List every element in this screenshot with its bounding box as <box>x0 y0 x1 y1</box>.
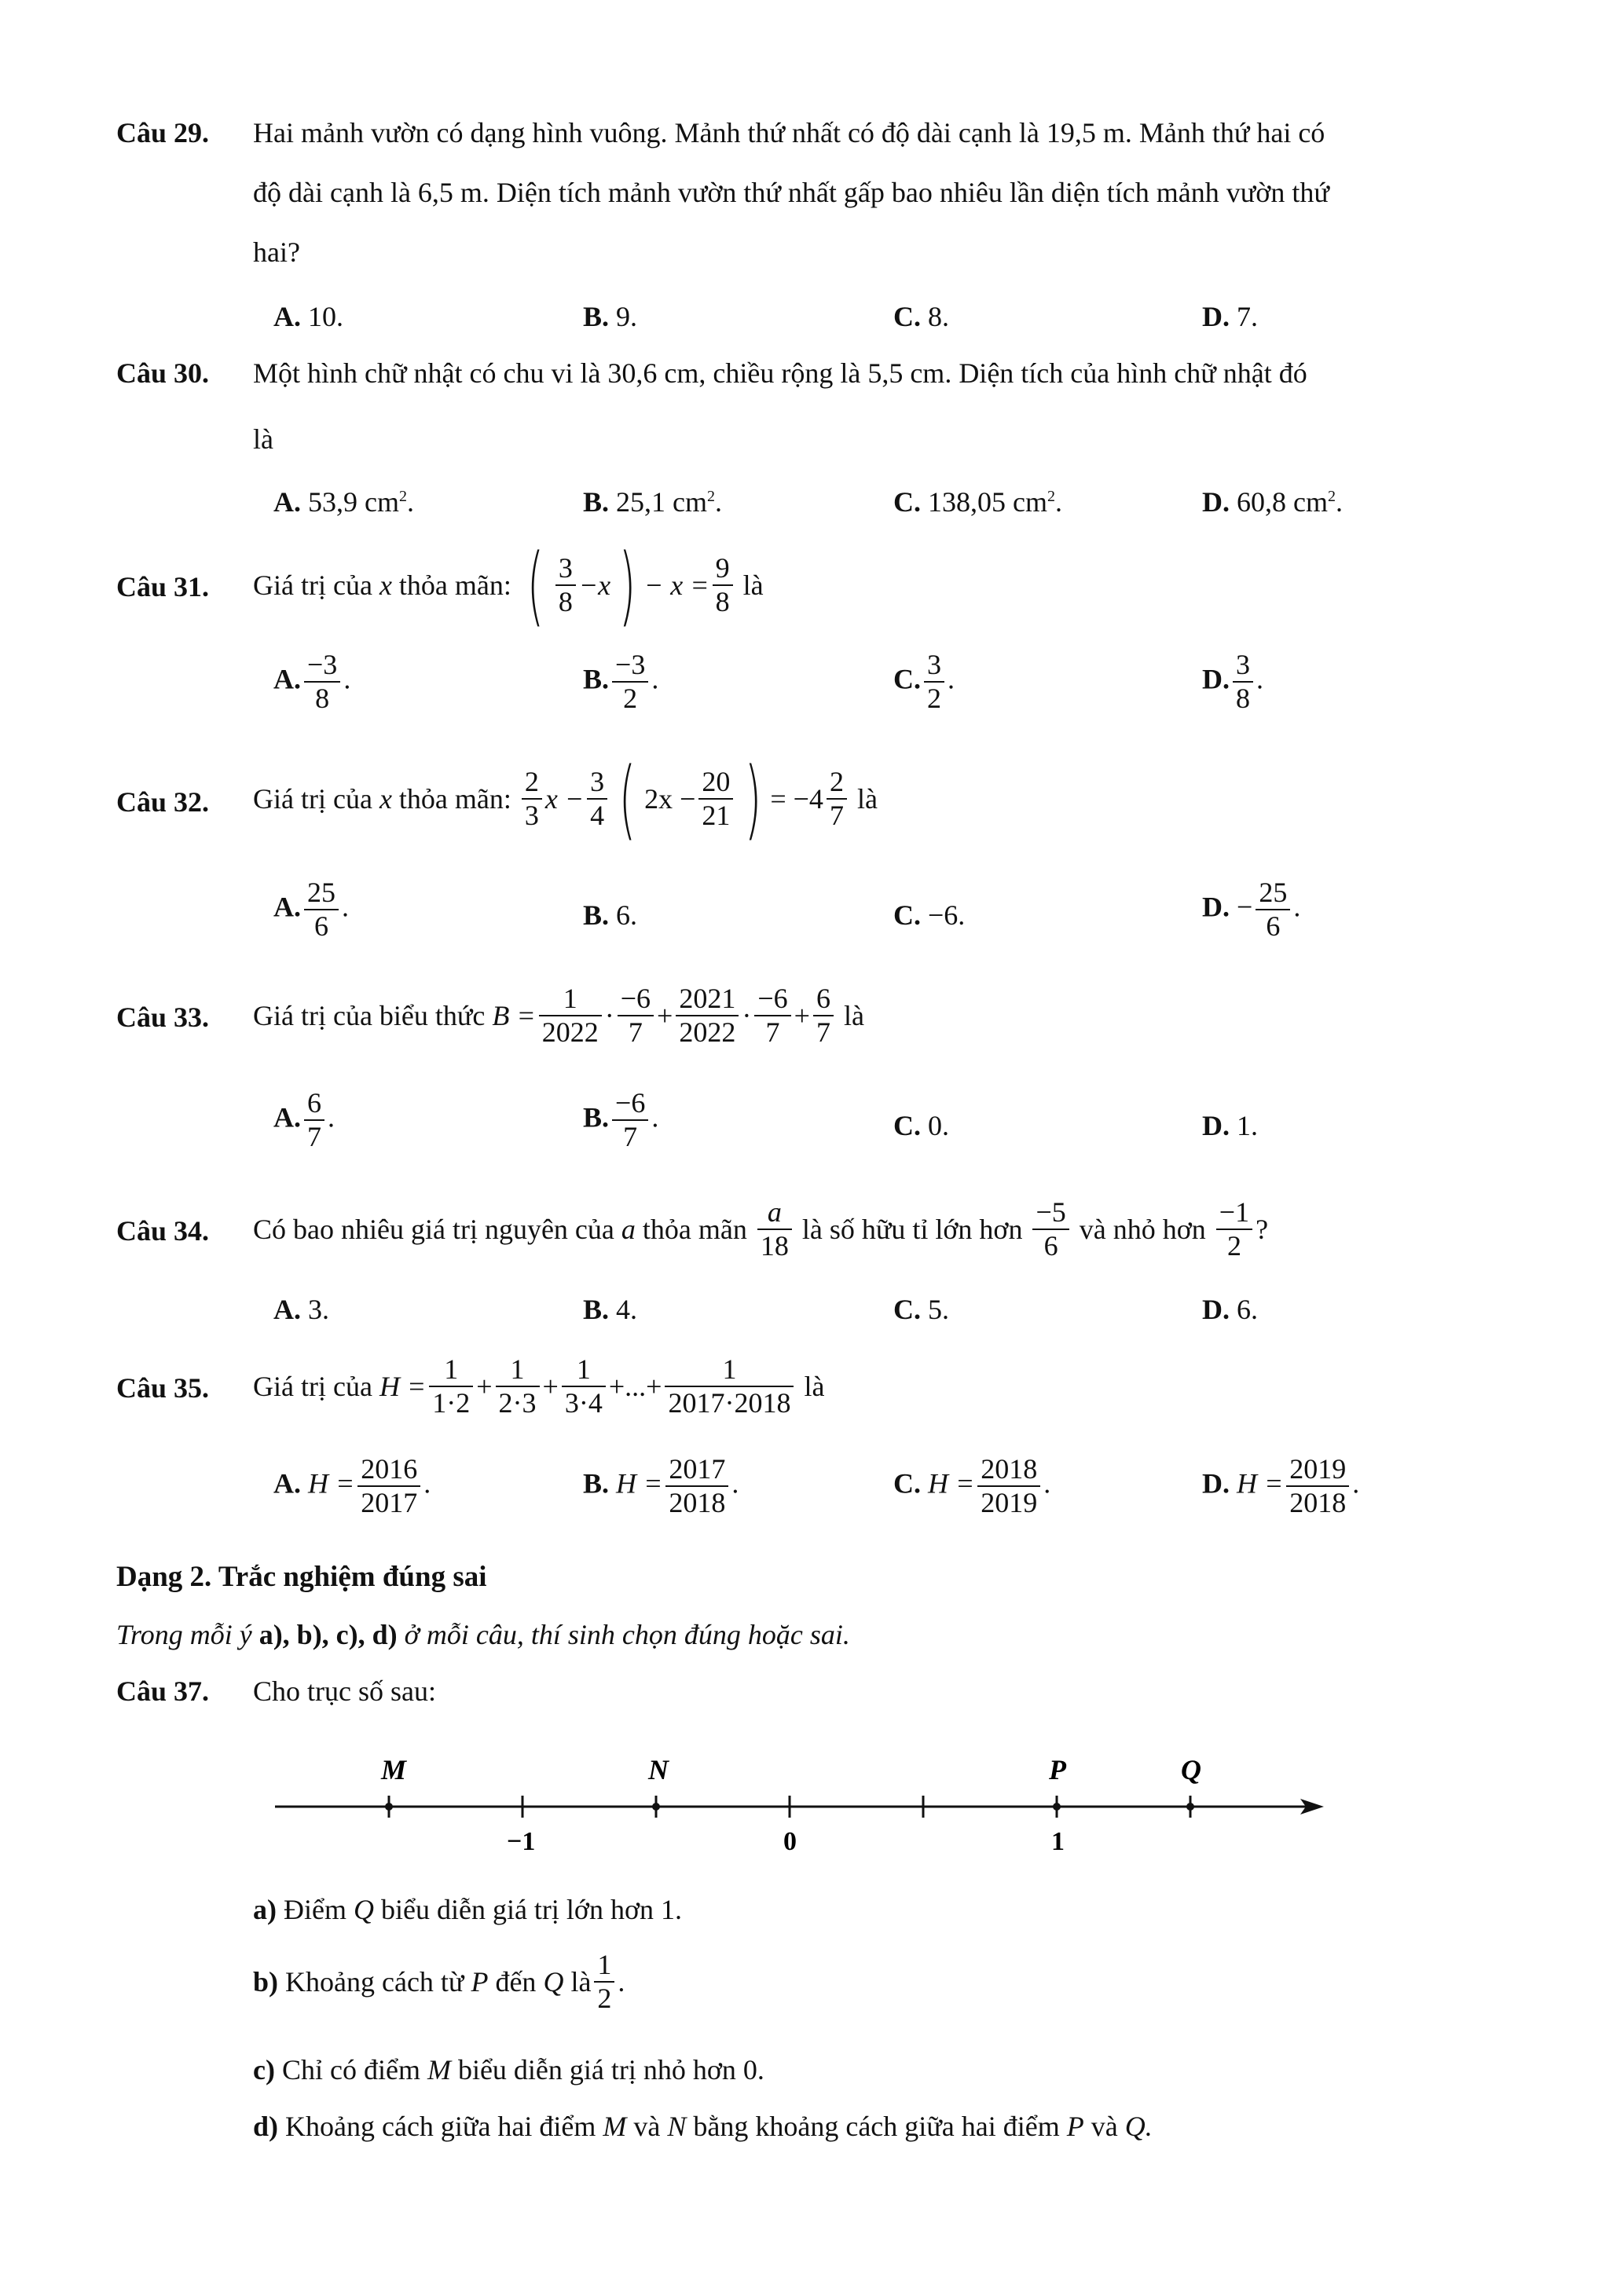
q35-number: Câu 35. <box>116 1372 210 1404</box>
q37-statement-b: b) Khoảng cách từ P đến Q là $\frac{1}{2}$ . <box>253 1948 625 2014</box>
q29-line1: Hai mảnh vườn có dạng hình vuông. Mảnh thứ nhất có độ dài cạnh là 19,5 m. Mảnh thứ hai có <box>253 117 1325 148</box>
point-M <box>385 1796 393 1818</box>
q35-option-c: C. H = $\frac{2018}{2019}$ . <box>893 1453 1051 1519</box>
q32-option-d: D. − $\frac{25}{6}$ . <box>1202 877 1301 943</box>
tick-label-1: 1 <box>1051 1827 1065 1856</box>
q29-option-d: D. 7. <box>1202 301 1258 332</box>
q33-number: Câu 33. <box>116 1002 210 1033</box>
q34-option-a: A. 3. <box>273 1294 329 1325</box>
label-M: M <box>381 1754 407 1785</box>
q32-option-c: C. −6. <box>893 899 966 931</box>
label-N: N <box>648 1754 669 1785</box>
q35-option-b: B. H = $\frac{2017}{2018}$ . <box>583 1453 739 1519</box>
q37-statement-d: d) Khoảng cách giữa hai điểm M và N bằng khoảng cách giữa hai điểm P và Q. <box>253 2111 1153 2142</box>
q30-line2: là <box>253 423 273 455</box>
label-Q: Q <box>1181 1754 1201 1785</box>
q37-text: Cho trục số sau: <box>253 1675 436 1707</box>
q34-option-c: C. 5. <box>893 1294 949 1325</box>
q31-statement: Giá trị của x thỏa mãn: ( $\frac{3}{8}$ −x ) − x = $\frac{9}{8}$ là <box>253 535 764 635</box>
q31-option-a: A. $\frac{-3}{8}$ . <box>273 649 351 715</box>
q29-option-b: B. 9. <box>583 301 638 332</box>
point-Q <box>1186 1796 1194 1818</box>
q37-statement-a: a) Điểm Q biểu diễn giá trị lớn hơn 1. <box>253 1894 682 1925</box>
q32-option-b: B. 6. <box>583 899 638 931</box>
q31-option-d: D. $\frac{3}{8}$ . <box>1202 649 1263 715</box>
q32-number: Câu 32. <box>116 786 210 818</box>
tick-label-0: 0 <box>783 1827 797 1856</box>
q30-line1: Một hình chữ nhật có chu vi là 30,6 cm, chiều rộng là 5,5 cm. Diện tích của hình chữ nhật đó <box>253 357 1307 389</box>
q29-number: Câu 29. <box>116 117 210 148</box>
point-N <box>652 1796 660 1818</box>
q30-option-b: B. 25,1 $cm^2$. <box>583 486 722 518</box>
tick-label-neg1: −1 <box>507 1827 536 1856</box>
q29-line3: hai? <box>253 236 300 268</box>
q33-option-d: D. 1. <box>1202 1110 1258 1141</box>
q33-statement: Giá trị của biểu thức B = $\frac{1}{2022}$ · $\frac{-6}{7}$ + $\frac{2021}{2022}$ · $\frac{-6}{7}$ + $\frac{6}{7}$ là <box>253 982 864 1048</box>
section-instructions: Trong mỗi ý a), b), c), d) ở mỗi câu, thí sinh chọn đúng hoặc sai. <box>116 1619 850 1650</box>
q33-option-c: C. 0. <box>893 1110 949 1141</box>
q31-option-c: C. $\frac{3}{2}$ . <box>893 649 955 715</box>
q29-option-c: C. 8. <box>893 301 949 332</box>
q31-number: Câu 31. <box>116 571 210 602</box>
q30-option-d: D. 60,8 $cm^2$. <box>1202 486 1343 518</box>
q29-option-a: A. 10. <box>273 301 343 332</box>
q30-option-a: A. 53,9 $cm^2$. <box>273 486 414 518</box>
q37-statement-c: c) Chỉ có điểm M biểu diễn giá trị nhỏ hơn 0. <box>253 2054 764 2085</box>
q30-number: Câu 30. <box>116 357 210 389</box>
q32-option-a: A. $\frac{25}{6}$ . <box>273 877 349 943</box>
q33-option-a: A. $\frac{6}{7}$ . <box>273 1087 335 1153</box>
q34-option-d: D. 6. <box>1202 1294 1258 1325</box>
q32-statement: Giá trị của x thỏa mãn: $\frac{2}{3}$ x − $\frac{3}{4}$ ( 2x − $\frac{20}{21}$ ) = −4 $\frac{2}{7}$ là <box>253 749 878 849</box>
q31-option-b: B. $\frac{-3}{2}$ . <box>583 649 659 715</box>
q34-option-b: B. 4. <box>583 1294 638 1325</box>
point-P <box>1053 1796 1061 1818</box>
q35-option-a: A. H = $\frac{2016}{2017}$ . <box>273 1453 431 1519</box>
section-title: Dạng 2. Trắc nghiệm đúng sai <box>116 1561 487 1593</box>
q29-line2: độ dài cạnh là 6,5 m. Diện tích mảnh vườn thứ nhất gấp bao nhiêu lần diện tích mảnh vườn thứ <box>253 177 1329 208</box>
label-P: P <box>1049 1754 1066 1785</box>
q37-number: Câu 37. <box>116 1675 210 1707</box>
q30-option-c: C. 138,05 $cm^2$. <box>893 486 1062 518</box>
q33-option-b: B. $\frac{-6}{7}$ . <box>583 1087 659 1153</box>
q34-number: Câu 34. <box>116 1215 210 1247</box>
number-line <box>267 1744 1367 1862</box>
q35-option-d: D. H = $\frac{2019}{2018}$ . <box>1202 1453 1360 1519</box>
q34-statement: Có bao nhiêu giá trị nguyên của a thỏa mãn $\frac{a}{18}$ là số hữu tỉ lớn hơn $\frac{-5}{6}$ và nhỏ hơn $\frac{-1}{2}$ ? <box>253 1196 1269 1262</box>
q35-statement: Giá trị của H = $\frac{1}{1\cdot 2}$ + $\frac{1}{2\cdot 3}$ + $\frac{1}{3\cdot 4}$ +...+ $\frac{1}{2017\cdot 2018}$ là <box>253 1353 825 1419</box>
